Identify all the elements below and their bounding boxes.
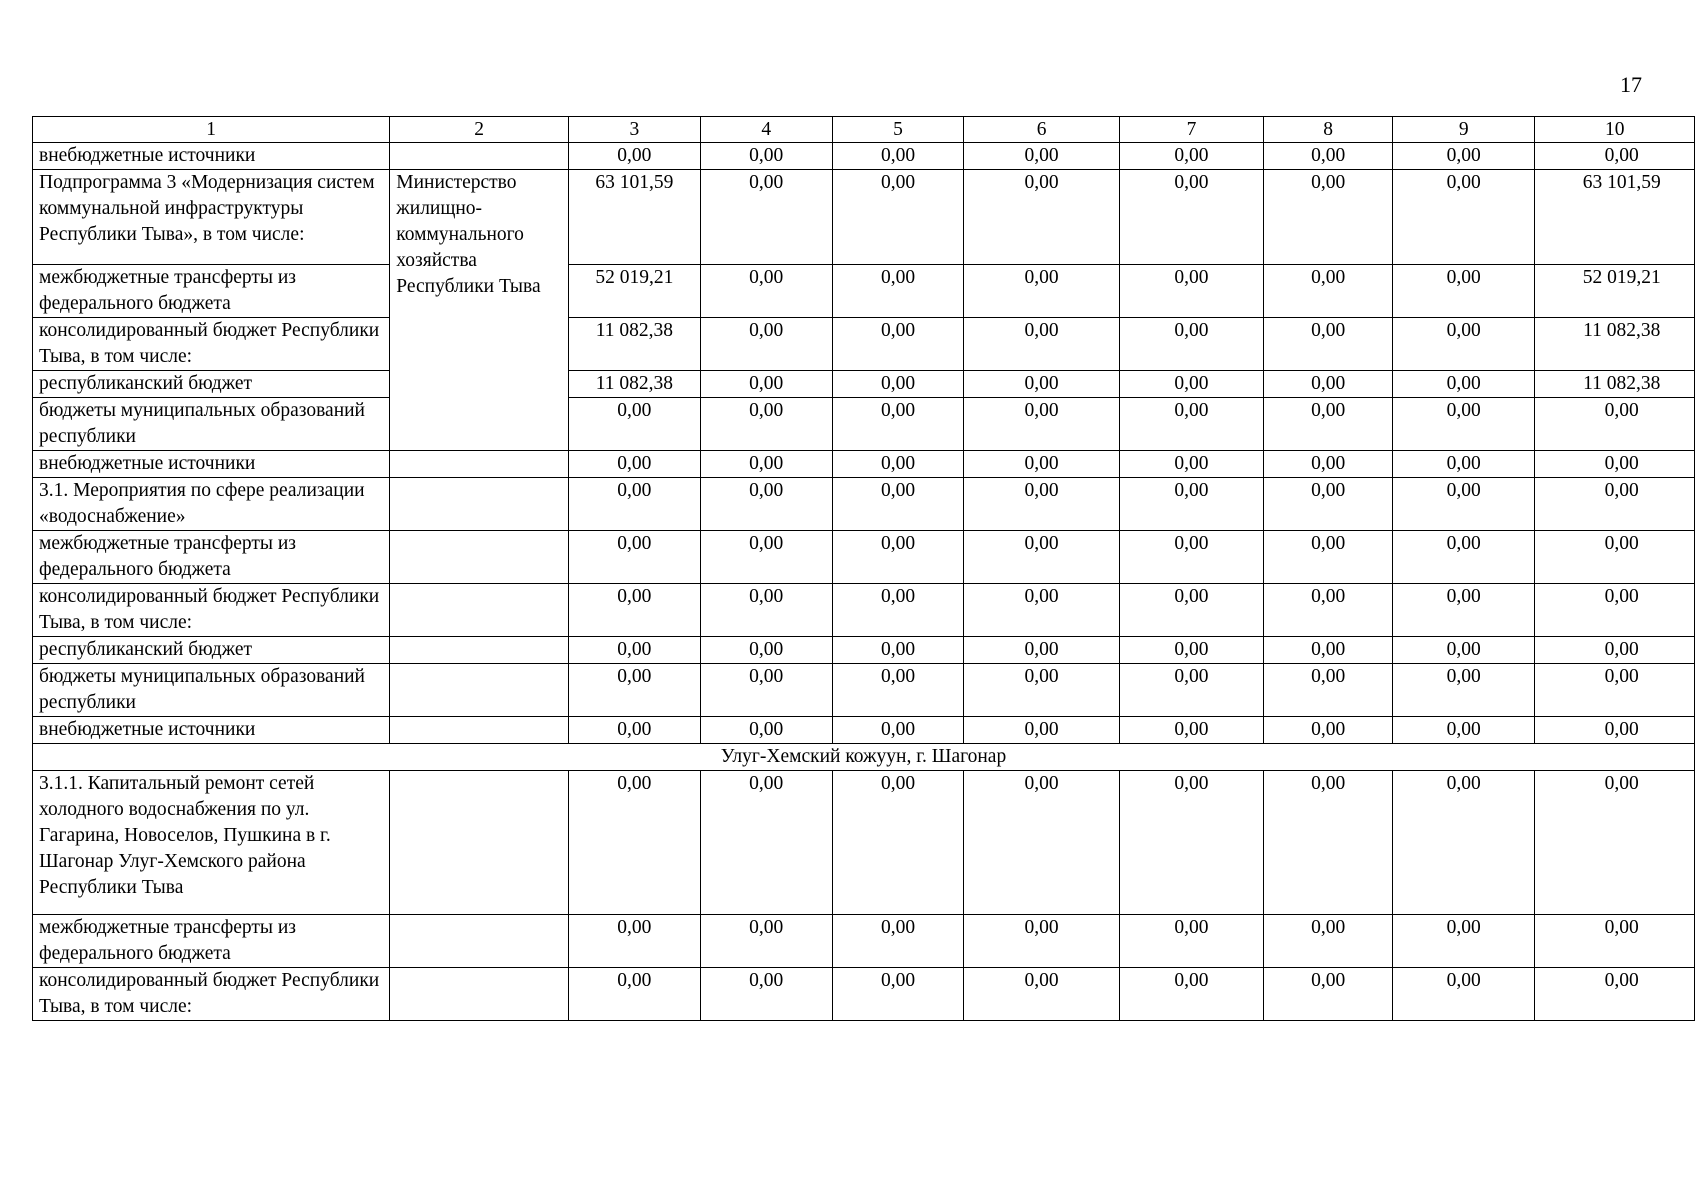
table-row bbox=[33, 968, 1695, 1021]
value-cell: 0,00 bbox=[1119, 664, 1264, 717]
executor-cell bbox=[390, 664, 569, 717]
table-row bbox=[33, 664, 1695, 717]
value-cell: 0,00 bbox=[964, 637, 1119, 664]
header-cell: 5 bbox=[832, 117, 964, 143]
value-cell: 0,00 bbox=[1392, 170, 1534, 265]
table-row bbox=[33, 398, 1695, 451]
row-label: внебюджетные источники bbox=[33, 451, 390, 478]
section-row bbox=[33, 744, 1695, 771]
value-cell: 0,00 bbox=[700, 451, 832, 478]
value-cell: 0,00 bbox=[700, 318, 832, 371]
executor-cell bbox=[390, 717, 569, 744]
value-cell: 0,00 bbox=[1535, 584, 1695, 637]
row-label: консолидированный бюджет Республики Тыва, в том числе: bbox=[33, 968, 390, 1021]
value-cell: 0,00 bbox=[568, 451, 700, 478]
value-cell: 0,00 bbox=[1392, 451, 1534, 478]
table-row bbox=[33, 371, 1695, 398]
value-cell: 0,00 bbox=[700, 478, 832, 531]
value-cell: 0,00 bbox=[1119, 318, 1264, 371]
row-label: Подпрограмма 3 «Модернизация систем коммунальной инфраструктуры Республики Тыва», в том числе: bbox=[33, 170, 390, 265]
value-cell: 0,00 bbox=[1535, 717, 1695, 744]
executor-cell bbox=[390, 143, 569, 170]
table-row bbox=[33, 637, 1695, 664]
row-label: консолидированный бюджет Республики Тыва, в том числе: bbox=[33, 584, 390, 637]
table-row bbox=[33, 717, 1695, 744]
table-row bbox=[33, 531, 1695, 584]
value-cell: 0,00 bbox=[568, 398, 700, 451]
value-cell: 0,00 bbox=[1119, 451, 1264, 478]
value-cell: 0,00 bbox=[700, 398, 832, 451]
value-cell: 0,00 bbox=[1264, 265, 1393, 318]
value-cell: 0,00 bbox=[1392, 143, 1534, 170]
row-label: республиканский бюджет bbox=[33, 637, 390, 664]
header-cell: 2 bbox=[390, 117, 569, 143]
row-label: 3.1.1. Капитальный ремонт сетей холодного водоснабжения по ул. Гагарина, Новоселов, Пушкина в г. Шагонар Улуг-Хемского района Республики Тыва bbox=[33, 771, 390, 915]
page-number: 17 bbox=[1620, 72, 1642, 97]
executor-cell bbox=[390, 771, 569, 915]
value-cell: 0,00 bbox=[964, 531, 1119, 584]
row-label: внебюджетные источники bbox=[33, 717, 390, 744]
value-cell: 0,00 bbox=[832, 664, 964, 717]
section-title: Улуг-Хемский кожуун, г. Шагонар bbox=[33, 744, 1695, 771]
value-cell: 0,00 bbox=[1535, 451, 1695, 478]
row-label: межбюджетные трансферты из федерального бюджета bbox=[33, 531, 390, 584]
value-cell: 0,00 bbox=[700, 717, 832, 744]
header-cell: 8 bbox=[1264, 117, 1393, 143]
value-cell: 0,00 bbox=[700, 143, 832, 170]
value-cell: 0,00 bbox=[1392, 968, 1534, 1021]
value-cell: 0,00 bbox=[700, 664, 832, 717]
row-label: межбюджетные трансферты из федерального бюджета bbox=[33, 915, 390, 968]
value-cell: 0,00 bbox=[1264, 398, 1393, 451]
row-label: консолидированный бюджет Республики Тыва, в том числе: bbox=[33, 318, 390, 371]
row-label: внебюджетные источники bbox=[33, 143, 390, 170]
value-cell: 0,00 bbox=[964, 371, 1119, 398]
responsible-executor-cell: Министерство жилищно-коммунального хозяйства Республики Тыва bbox=[390, 170, 569, 451]
row-label: бюджеты муниципальных образований республики bbox=[33, 398, 390, 451]
value-cell: 0,00 bbox=[1392, 637, 1534, 664]
value-cell: 0,00 bbox=[964, 398, 1119, 451]
table-row bbox=[33, 318, 1695, 371]
header-cell: 9 bbox=[1392, 117, 1534, 143]
value-cell: 0,00 bbox=[1535, 478, 1695, 531]
value-cell: 0,00 bbox=[1392, 664, 1534, 717]
table-body bbox=[33, 117, 1695, 1021]
value-cell: 0,00 bbox=[568, 717, 700, 744]
value-cell: 0,00 bbox=[1392, 915, 1534, 968]
value-cell: 0,00 bbox=[1264, 478, 1393, 531]
value-cell: 0,00 bbox=[1119, 637, 1264, 664]
value-cell: 0,00 bbox=[832, 637, 964, 664]
value-cell: 0,00 bbox=[964, 915, 1119, 968]
value-cell: 0,00 bbox=[568, 478, 700, 531]
value-cell: 0,00 bbox=[1119, 143, 1264, 170]
table-row bbox=[33, 451, 1695, 478]
value-cell: 0,00 bbox=[568, 143, 700, 170]
table-row bbox=[33, 771, 1695, 915]
value-cell: 0,00 bbox=[1535, 915, 1695, 968]
executor-cell bbox=[390, 531, 569, 584]
executor-cell bbox=[390, 915, 569, 968]
value-cell: 0,00 bbox=[1264, 531, 1393, 584]
value-cell: 0,00 bbox=[700, 584, 832, 637]
value-cell: 0,00 bbox=[832, 265, 964, 318]
value-cell: 11 082,38 bbox=[1535, 318, 1695, 371]
table-row bbox=[33, 478, 1695, 531]
value-cell: 0,00 bbox=[700, 771, 832, 915]
value-cell: 0,00 bbox=[832, 143, 964, 170]
value-cell: 0,00 bbox=[1535, 637, 1695, 664]
header-cell: 7 bbox=[1119, 117, 1264, 143]
value-cell: 0,00 bbox=[1119, 717, 1264, 744]
value-cell: 0,00 bbox=[1392, 478, 1534, 531]
value-cell: 0,00 bbox=[568, 771, 700, 915]
header-cell: 6 bbox=[964, 117, 1119, 143]
value-cell: 0,00 bbox=[832, 717, 964, 744]
value-cell: 0,00 bbox=[1119, 531, 1264, 584]
value-cell: 0,00 bbox=[964, 451, 1119, 478]
value-cell: 0,00 bbox=[1264, 451, 1393, 478]
value-cell: 0,00 bbox=[1119, 478, 1264, 531]
value-cell: 0,00 bbox=[964, 265, 1119, 318]
value-cell: 0,00 bbox=[700, 915, 832, 968]
value-cell: 0,00 bbox=[568, 968, 700, 1021]
value-cell: 0,00 bbox=[832, 318, 964, 371]
value-cell: 0,00 bbox=[964, 968, 1119, 1021]
value-cell: 0,00 bbox=[1264, 371, 1393, 398]
value-cell: 63 101,59 bbox=[1535, 170, 1695, 265]
value-cell: 11 082,38 bbox=[568, 318, 700, 371]
executor-cell bbox=[390, 478, 569, 531]
value-cell: 0,00 bbox=[568, 915, 700, 968]
value-cell: 0,00 bbox=[964, 478, 1119, 531]
table-row bbox=[33, 265, 1695, 318]
value-cell: 0,00 bbox=[1535, 398, 1695, 451]
executor-cell bbox=[390, 637, 569, 664]
value-cell: 0,00 bbox=[832, 451, 964, 478]
table-row bbox=[33, 915, 1695, 968]
value-cell: 0,00 bbox=[1392, 265, 1534, 318]
row-label: республиканский бюджет bbox=[33, 371, 390, 398]
value-cell: 0,00 bbox=[1264, 915, 1393, 968]
value-cell: 0,00 bbox=[964, 664, 1119, 717]
value-cell: 0,00 bbox=[1119, 771, 1264, 915]
budget-table bbox=[32, 116, 1695, 1021]
value-cell: 0,00 bbox=[1392, 318, 1534, 371]
value-cell: 0,00 bbox=[1392, 371, 1534, 398]
executor-cell bbox=[390, 584, 569, 637]
value-cell: 0,00 bbox=[1264, 170, 1393, 265]
value-cell: 0,00 bbox=[700, 968, 832, 1021]
value-cell: 0,00 bbox=[1119, 915, 1264, 968]
value-cell: 0,00 bbox=[964, 771, 1119, 915]
value-cell: 0,00 bbox=[1264, 143, 1393, 170]
value-cell: 0,00 bbox=[1535, 664, 1695, 717]
value-cell: 0,00 bbox=[964, 717, 1119, 744]
value-cell: 0,00 bbox=[832, 968, 964, 1021]
value-cell: 0,00 bbox=[964, 584, 1119, 637]
header-row bbox=[33, 117, 1695, 143]
row-label: бюджеты муниципальных образований республики bbox=[33, 664, 390, 717]
value-cell: 11 082,38 bbox=[568, 371, 700, 398]
value-cell: 0,00 bbox=[1535, 968, 1695, 1021]
value-cell: 0,00 bbox=[1535, 531, 1695, 584]
header-cell: 4 bbox=[700, 117, 832, 143]
value-cell: 0,00 bbox=[700, 637, 832, 664]
table-row bbox=[33, 584, 1695, 637]
value-cell: 0,00 bbox=[1392, 717, 1534, 744]
table-row bbox=[33, 143, 1695, 170]
value-cell: 0,00 bbox=[1264, 584, 1393, 637]
value-cell: 0,00 bbox=[1264, 664, 1393, 717]
value-cell: 0,00 bbox=[1535, 771, 1695, 915]
header-cell: 3 bbox=[568, 117, 700, 143]
value-cell: 0,00 bbox=[568, 584, 700, 637]
header-cell: 10 bbox=[1535, 117, 1695, 143]
value-cell: 0,00 bbox=[832, 478, 964, 531]
value-cell: 0,00 bbox=[1264, 318, 1393, 371]
executor-cell bbox=[390, 968, 569, 1021]
value-cell: 0,00 bbox=[568, 664, 700, 717]
value-cell: 63 101,59 bbox=[568, 170, 700, 265]
value-cell: 0,00 bbox=[1392, 531, 1534, 584]
value-cell: 0,00 bbox=[832, 398, 964, 451]
value-cell: 0,00 bbox=[1392, 398, 1534, 451]
executor-cell bbox=[390, 451, 569, 478]
value-cell: 0,00 bbox=[568, 637, 700, 664]
value-cell: 0,00 bbox=[700, 371, 832, 398]
value-cell: 0,00 bbox=[1119, 584, 1264, 637]
value-cell: 0,00 bbox=[1119, 968, 1264, 1021]
value-cell: 0,00 bbox=[1392, 771, 1534, 915]
value-cell: 0,00 bbox=[1264, 637, 1393, 664]
value-cell: 0,00 bbox=[568, 531, 700, 584]
value-cell: 0,00 bbox=[1392, 584, 1534, 637]
value-cell: 0,00 bbox=[1119, 265, 1264, 318]
row-label: межбюджетные трансферты из федерального бюджета bbox=[33, 265, 390, 318]
value-cell: 0,00 bbox=[832, 170, 964, 265]
value-cell: 0,00 bbox=[1119, 170, 1264, 265]
header-cell: 1 bbox=[33, 117, 390, 143]
value-cell: 0,00 bbox=[964, 318, 1119, 371]
value-cell: 0,00 bbox=[700, 265, 832, 318]
value-cell: 0,00 bbox=[832, 584, 964, 637]
value-cell: 0,00 bbox=[1264, 717, 1393, 744]
value-cell: 0,00 bbox=[832, 531, 964, 584]
value-cell: 0,00 bbox=[1535, 143, 1695, 170]
table-row bbox=[33, 170, 1695, 265]
value-cell: 0,00 bbox=[700, 170, 832, 265]
value-cell: 0,00 bbox=[1119, 371, 1264, 398]
value-cell: 0,00 bbox=[1119, 398, 1264, 451]
value-cell: 0,00 bbox=[832, 771, 964, 915]
value-cell: 52 019,21 bbox=[568, 265, 700, 318]
value-cell: 52 019,21 bbox=[1535, 265, 1695, 318]
value-cell: 0,00 bbox=[700, 531, 832, 584]
value-cell: 0,00 bbox=[832, 371, 964, 398]
value-cell: 0,00 bbox=[964, 170, 1119, 265]
value-cell: 0,00 bbox=[1264, 771, 1393, 915]
value-cell: 11 082,38 bbox=[1535, 371, 1695, 398]
value-cell: 0,00 bbox=[1264, 968, 1393, 1021]
value-cell: 0,00 bbox=[832, 915, 964, 968]
row-label: 3.1. Мероприятия по сфере реализации «водоснабжение» bbox=[33, 478, 390, 531]
value-cell: 0,00 bbox=[964, 143, 1119, 170]
